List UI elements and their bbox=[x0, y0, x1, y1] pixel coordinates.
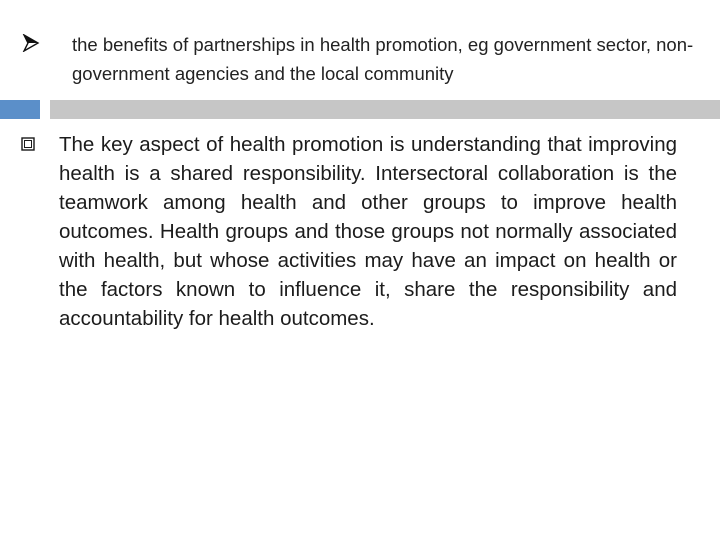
heading-bullet-row bbox=[0, 28, 720, 90]
square-bullet-icon bbox=[21, 137, 35, 151]
accent-bar-right bbox=[50, 100, 720, 119]
heading-bullet-text: the benefits of partnerships in health promotion, eg government sector, non-government agencies and the local community bbox=[72, 34, 694, 84]
arrow-bullet-icon bbox=[22, 34, 40, 52]
accent-bar-left bbox=[0, 100, 40, 119]
main-bullet-text: The key aspect of health promotion is understanding that improving health is a shared responsibility. Intersectoral collaboration is the teamwork among health and other groups to improve health outcomes. Health groups and those groups not normally associated with health, but whose activities may have an impact on health or the factors known to influence it, share the responsibility and accountability for health outcomes. bbox=[59, 133, 677, 330]
